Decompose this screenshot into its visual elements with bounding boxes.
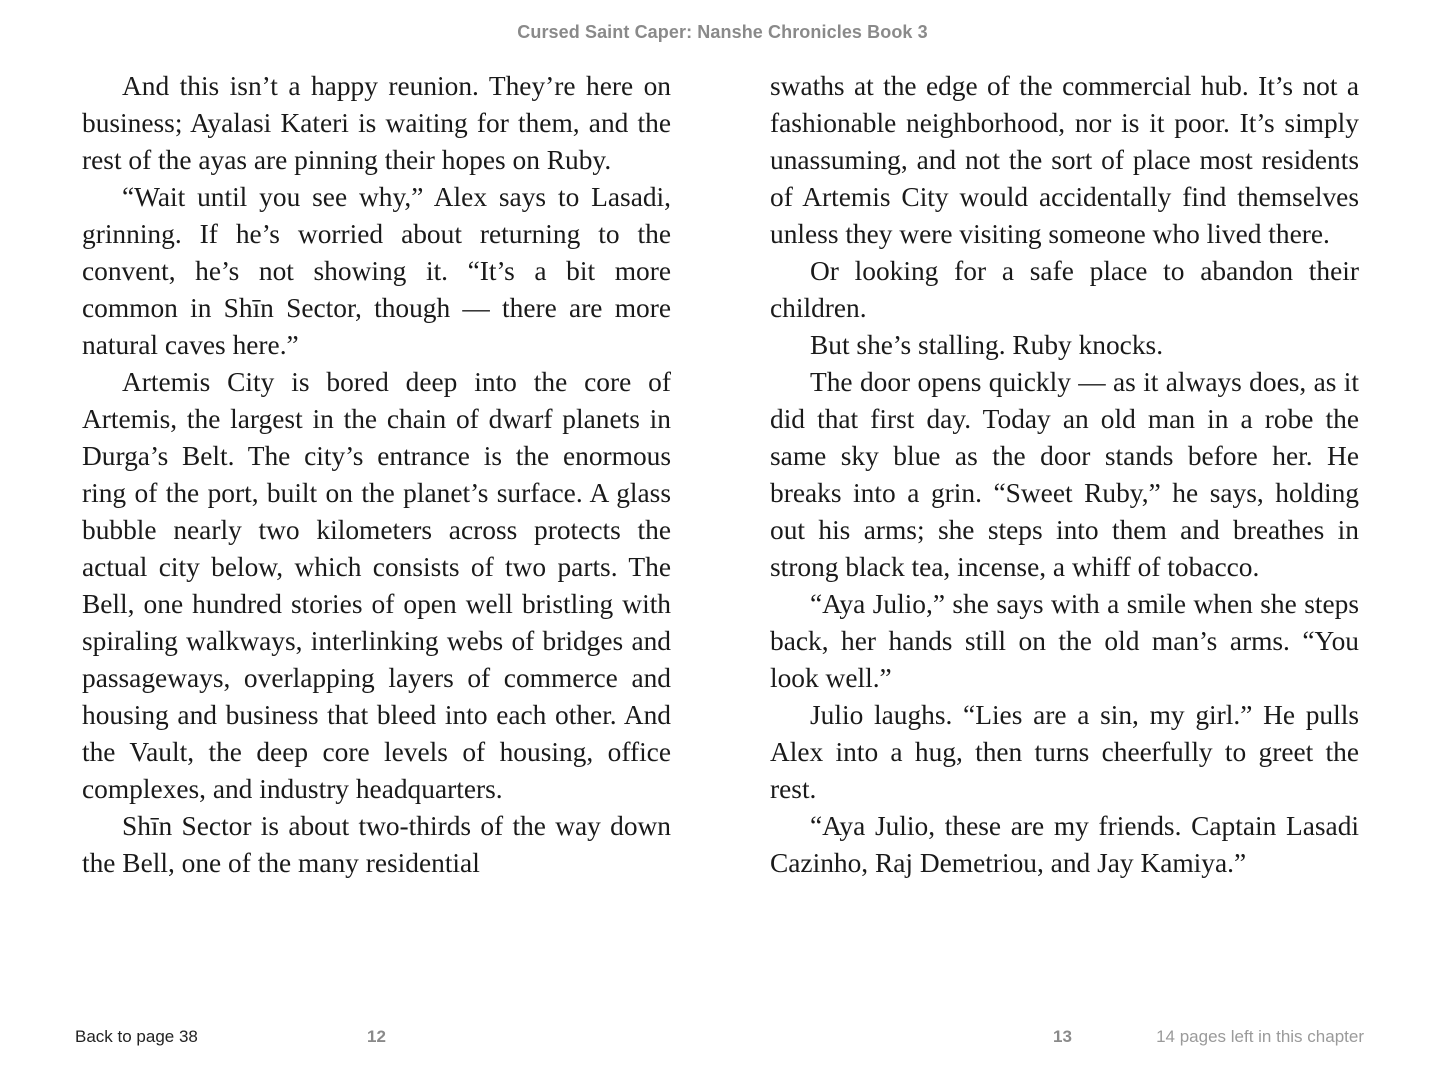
left-page-number: 12 [367,1027,386,1046]
paragraph: Or looking for a safe place to abandon their children. [770,256,1359,323]
paragraph: Shīn Sector is about two-thirds of the way down the Bell, one of the many residential [82,811,671,878]
paragraph-continuation: swaths at the edge of the commercial hub. It’s not a fashionable neighborhood, nor is it poor. It’s simply unassuming, and not the sort of place most residents of Artemis City would accidentally find themselves unless they were visiting someone who lived there. [770,71,1359,249]
paragraph: Julio laughs. “Lies are a sin, my girl.” He pulls Alex into a hug, then turns cheerfully to greet the rest. [770,700,1359,804]
paragraph: The door opens quickly — as it always does, as it did that first day. Today an old man in a robe the same sky blue as the door stands before her. He breaks into a grin. “Sweet Ruby,” he says, holding out his arms; she steps into them and breathes in strong black tea, incense, a whiff of tobacco. [770,367,1359,582]
paragraph: And this isn’t a happy reunion. They’re here on business; Ayalasi Kateri is waiting for them, and the rest of the ayas are pinning their hopes on Ruby. [82,71,671,175]
right-page [770,68,1359,1003]
paragraph: Artemis City is bored deep into the core of Artemis, the largest in the chain of dwarf planets in Durga’s Belt. The city’s entrance is the enormous ring of the port, built on the planet’s surface. A glass bubble nearly two kilometers across protects the actual city below, which consists of two parts. The Bell, one hundred stories of open well bristling with spiraling walkways, interlinking webs of bridges and passageways, overlapping layers of commerce and housing and business that bleed into each other. And the Vault, the deep core levels of housing, office complexes, and industry headquarters. [82,367,671,804]
paragraph: “Aya Julio, these are my friends. Captain Lasadi Cazinho, Raj Demetriou, and Jay Kamiya.” [770,811,1359,878]
paragraph: “Aya Julio,” she says with a smile when she steps back, her hands still on the old man’s arms. “You look well.” [770,589,1359,693]
right-page-number: 13 [1053,1027,1072,1046]
pages-left-in-chapter: 14 pages left in this chapter [1156,1027,1364,1046]
book-title: Cursed Saint Caper: Nanshe Chronicles Book 3 [517,22,928,42]
back-to-page-link[interactable]: Back to page 38 [75,1027,198,1046]
left-page [82,68,671,1003]
paragraph: But she’s stalling. Ruby knocks. [810,330,1164,360]
paragraph: “Wait until you see why,” Alex says to Lasadi, grinning. If he’s worried about returning to the convent, he’s not showing it. “It’s a bit more common in Shīn Sector, though — there are more natural caves here.” [82,182,671,360]
